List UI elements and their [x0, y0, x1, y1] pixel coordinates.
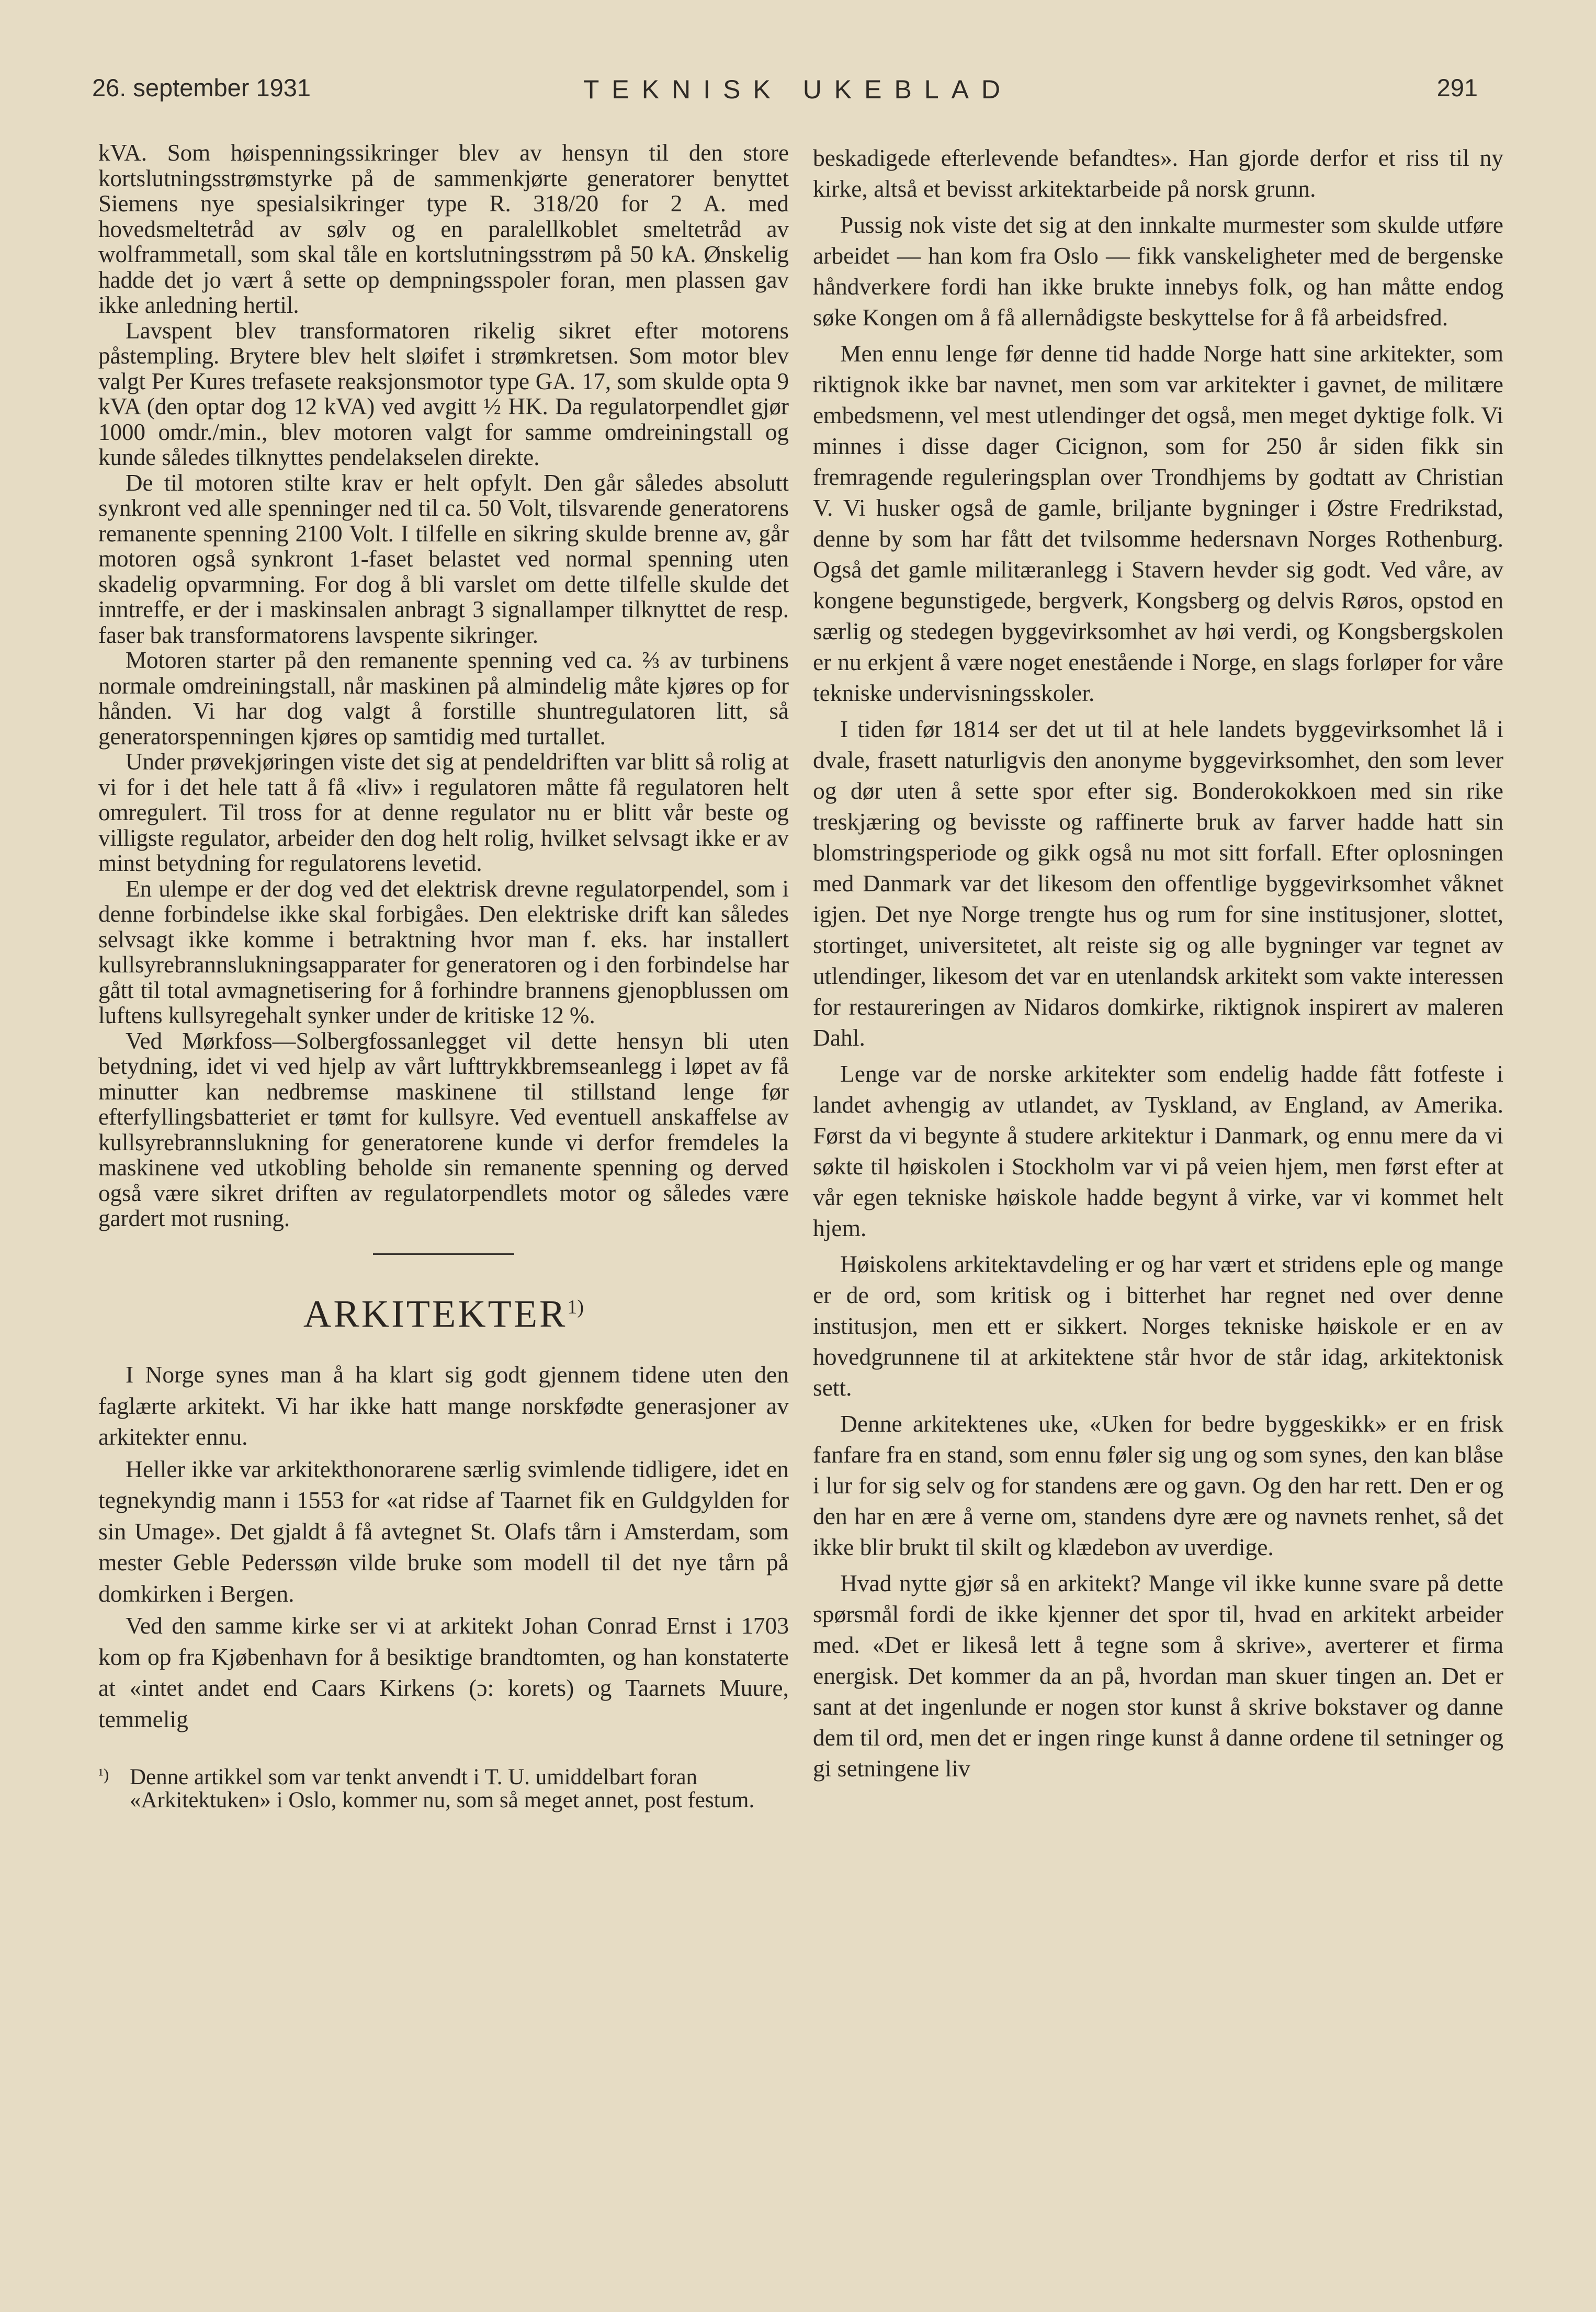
paragraph: Lavspent blev transformatoren rikelig sikret efter motorens påstempling. Brytere blev helt sløifet i strømkretsen. Som motor blev valgt Per Kures trefasete reaksjonsmotor type GA. 17, som skulde opta 9 kVA (den optar dog 12 kVA) ved avgitt ½ HK. Da regulatorpendlet gjør 1000 omdr./min., blev motoren valgt for samme omdreiningstall og kunde således tilknyttes pendelakselen direkte.	[98, 317, 789, 470]
paragraph: kVA. Som høispenningssikringer blev av hensyn til den store kortslutningsstrømstyrke på de sammenkjørte generatorer benyttet Siemens nye spesialsikringer type R. 318/20 for 2 A. med hovedsmeltetråd av sølv og en paralellkoblet smeltetråd av wolframmetall, som skal tåle en kortslutningsstrøm på 50 kA. Ønskelig hadde det jo vært å sette op dempningsspoler foran, men plassen gav ikke anledning hertil.	[98, 140, 789, 318]
footnote-text: Denne artikkel som var tenkt anvendt i T. U. umiddelbart foran «Arkitektuken» i Oslo, kommer nu, som så meget annet, post festum.	[130, 1765, 755, 1813]
right-column	[813, 142, 1503, 1784]
article-body	[98, 1359, 789, 1735]
paragraph: Heller ikke var arkitekthonorarene særlig svimlende tidligere, idet en tegnekyndig mann i 1553 for «at ridse af Taarnet fik en Guldgylden for sin Umage». Det gjaldt å få avtegnet St. Olafs tårn i Amsterdam, som mester Geble Pederssøn vilde bruke som modell til det nye tårn på domkirken i Bergen.	[98, 1455, 789, 1607]
paragraph: I Norge synes man å ha klart sig godt gjennem tidene uten den faglærte arkitekt. Vi har ikke hatt mange norskfødte generasjoner av arkitekter ennu.	[98, 1361, 789, 1450]
issue-date: 26. september 1931	[92, 74, 311, 101]
paragraph: Høiskolens arkitektavdeling er og har vært et stridens eple og mange er de ord, som kritisk og i bitterhet har regnet ned over denne institusjon, men ett er sikkert. Norges tekniske høiskole er en av hovedgrunnene til at arkitektene står hvor de står idag, arkitektonisk sett.	[813, 1251, 1503, 1401]
left-column	[98, 140, 789, 1812]
paragraph: beskadigede efterlevende befandtes». Han gjorde derfor et riss til ny kirke, altså et bevisst arkitektarbeide på norsk grunn.	[813, 144, 1503, 202]
paragraph: I tiden før 1814 ser det ut til at hele landets byggevirksomhet lå i dvale, frasett naturligvis den anonyme byggevirksomhet, den som lever og dør uten å sette spor efter sig. Bonderokokkoen med sin rike treskjæring og bevisste og raffinerte bruk av farver hadde hatt sin blomstringsperiode og gikk også nu mot sitt forfall. Efter oplosningen med Danmark var det likesom den offentlige byggevirksomhet våknet igjen. Det nye Norge trengte hus og rum for sine institusjoner, slottet, stortinget, universitetet, alt reiste sig og alle bygninger var tegnet av utlendinger, likesom det var en utenlandsk arkitekt som vakte interessen for restaureringen av Nidaros domkirke, riktignok inspirert av maleren Dahl.	[813, 716, 1503, 1051]
paragraph: Under prøvekjøringen viste det sig at pendeldriften var blitt så rolig at vi for i det hele tatt å få «liv» i regulatoren måtte få regulatoren helt omregulert. Til tross for at denne regulator nu er blitt vår beste og villigste regulator, arbeider den dog helt rolig, hvilket selvsagt ikke er av minst betydning for regulatorens levetid.	[98, 749, 789, 876]
paragraph: En ulempe er der dog ved det elektrisk drevne regulatorpendel, som i denne forbindelse ikke skal forbigåes. Den elektriske drift kan således selvsagt ikke komme i betraktning hvor man f. eks. har installert kullsyrebrannslukningsapparater for generatoren og i den forbindelse har gått til total avmagnetisering for å forhindre brannens gjenopblussen om luftens kullsyregehalt synker under de kritiske 12 %.	[98, 875, 789, 1028]
article-title: ARKITEKTER	[303, 1293, 568, 1336]
heading-footnote-mark: 1)	[567, 1296, 584, 1318]
footnote	[98, 1766, 789, 1812]
paragraph: Lenge var de norske arkitekter som endelig hadde fått fotfeste i landet avhengig av utlandet, av Tyskland, av England, av Amerika. Først da vi begynte å studere arkitektur i Danmark, og ennu mere da vi søkte til høiskolen i Stockholm var vi på veien hjem, men først efter at vår egen tekniske høiskole hadde begynt å virke, var vi kommet helt hjem.	[813, 1060, 1503, 1241]
paragraph: Hvad nytte gjør så en arkitekt? Mange vil ikke kunne svare på dette spørsmål fordi de ikke kjenner det spor til, hvad en arkitekt arbeider med. «Det er likeså lett å tegne som å skrive», averterer et firma energisk. Det kommer da an på, hvordan man skuer tingen an. Det er sant at det ingenlunde er nogen stor kunst å skrive bokstaver og danne dem til ord, men det er ingen ringe kunst å danne ordene til setninger og gi setningene liv	[813, 1570, 1503, 1782]
section-divider	[373, 1253, 514, 1255]
paragraph: Men ennu lenge før denne tid hadde Norge hatt sine arkitekter, som riktignok ikke bar navnet, men som var arkitekter i gavnet, de militære embedsmenn, vel mest utlendinger det også, men meget dyktige folk. Vi minnes i disse dager Cicignon, som for 250 år siden fikk sin fremragende reguleringsplan over Trondhjems by godtatt av Christian V. Vi husker også de gamle, briljante bygninger i Østre Fredrikstad, denne by som har fått det tvilsomme hedersnavn Norges Rothenburg. Også det gamle militæranlegg i Stavern hevder sig godt. Ved våre, av kongene begunstigede, bergverk, Kongsberg og delvis Røros, opstod en særlig og stedegen byggevirksomhet av høi verdi, og Kongsbergskolen er nu erkjent å være noget enestående i Norge, en slags forløper for våre tekniske undervisningsskoler.	[813, 340, 1503, 706]
paragraph: Denne arkitektenes uke, «Uken for bedre byggeskikk» er en frisk fanfare fra en stand, som ennu føler sig ung og som synes, den kan blåse i lur for sig selv og for standens ære og gavn. Og den har rett. Den er og den har en ære å verne om, standens dyre ære og navnets renhet, så det ikke blir brukt til skilt og klædebon av uverdige.	[813, 1410, 1503, 1560]
page-number: 291	[1436, 74, 1478, 101]
paragraph: Ved Mørkfoss—Solbergfossanlegget vil dette hensyn bli uten betydning, idet vi ved hjelp av vårt lufttrykkbremseanlegg i løpet av få minutter kan nedbremse maskinene til stillstand lenge før efterfyllingsbatteriet er tømt for kullsyre. Ved eventuell anskaffelse av kullsyrebrannslukning for generatorene kunde vi derfor fremdeles la maskinene ved utkobling beholde sin remanente spenning og derved også være sikret driften av regulatorpendlets motor og således være gardert mot rusning.	[98, 1027, 789, 1231]
paragraph: Ved den samme kirke ser vi at arkitekt Johan Conrad Ernst i 1703 kom op fra Kjøbenhavn for å besiktige brandtomten, og han konstaterte at «intet andet end Caars Kirkens (ɔ: korets) og Taarnets Muure, temmelig	[98, 1612, 789, 1732]
page-header	[0, 0, 1596, 136]
paragraph: Pussig nok viste det sig at den innkalte murmester som skulde utføre arbeidet — han kom fra Oslo — fikk vanskeligheter med de bergenske håndverkere fordi han ikke brukte innebys folk, og han måtte endog søke Kongen om å få allernådigste beskyttelse for å få arbeidsfred.	[813, 211, 1503, 331]
article-heading	[98, 1286, 789, 1335]
footnote-mark: ¹)	[98, 1765, 109, 1784]
paragraph: Motoren starter på den remanente spenning ved ca. ⅔ av turbinens normale omdreiningstall, når maskinen på almindelig måte kjøres op for hånden. Vi har dog valgt å forstille shuntregulatoren litt, så generatorspenningen kjøres op samtidig med turtallet.	[98, 647, 789, 750]
journal-title: TEKNISK UKEBLAD	[583, 75, 1013, 104]
paragraph: De til motoren stilte krav er helt opfylt. Den går således absolutt synkront ved alle spenninger ned til ca. 50 Volt, tilsvarende generatorens remanente spenning 2100 Volt. I tilfelle en sikring skulde brenne av, går motoren også synkront 1-faset belastet ved normal spenning uten skadelig opvarmning. For dog å bli varslet om dette tilfelle skulde det inntreffe, er der i maskinsalen anbragt 3 signallamper tilknyttet de resp. faser bak transformatorens lavspente sikringer.	[98, 469, 789, 648]
